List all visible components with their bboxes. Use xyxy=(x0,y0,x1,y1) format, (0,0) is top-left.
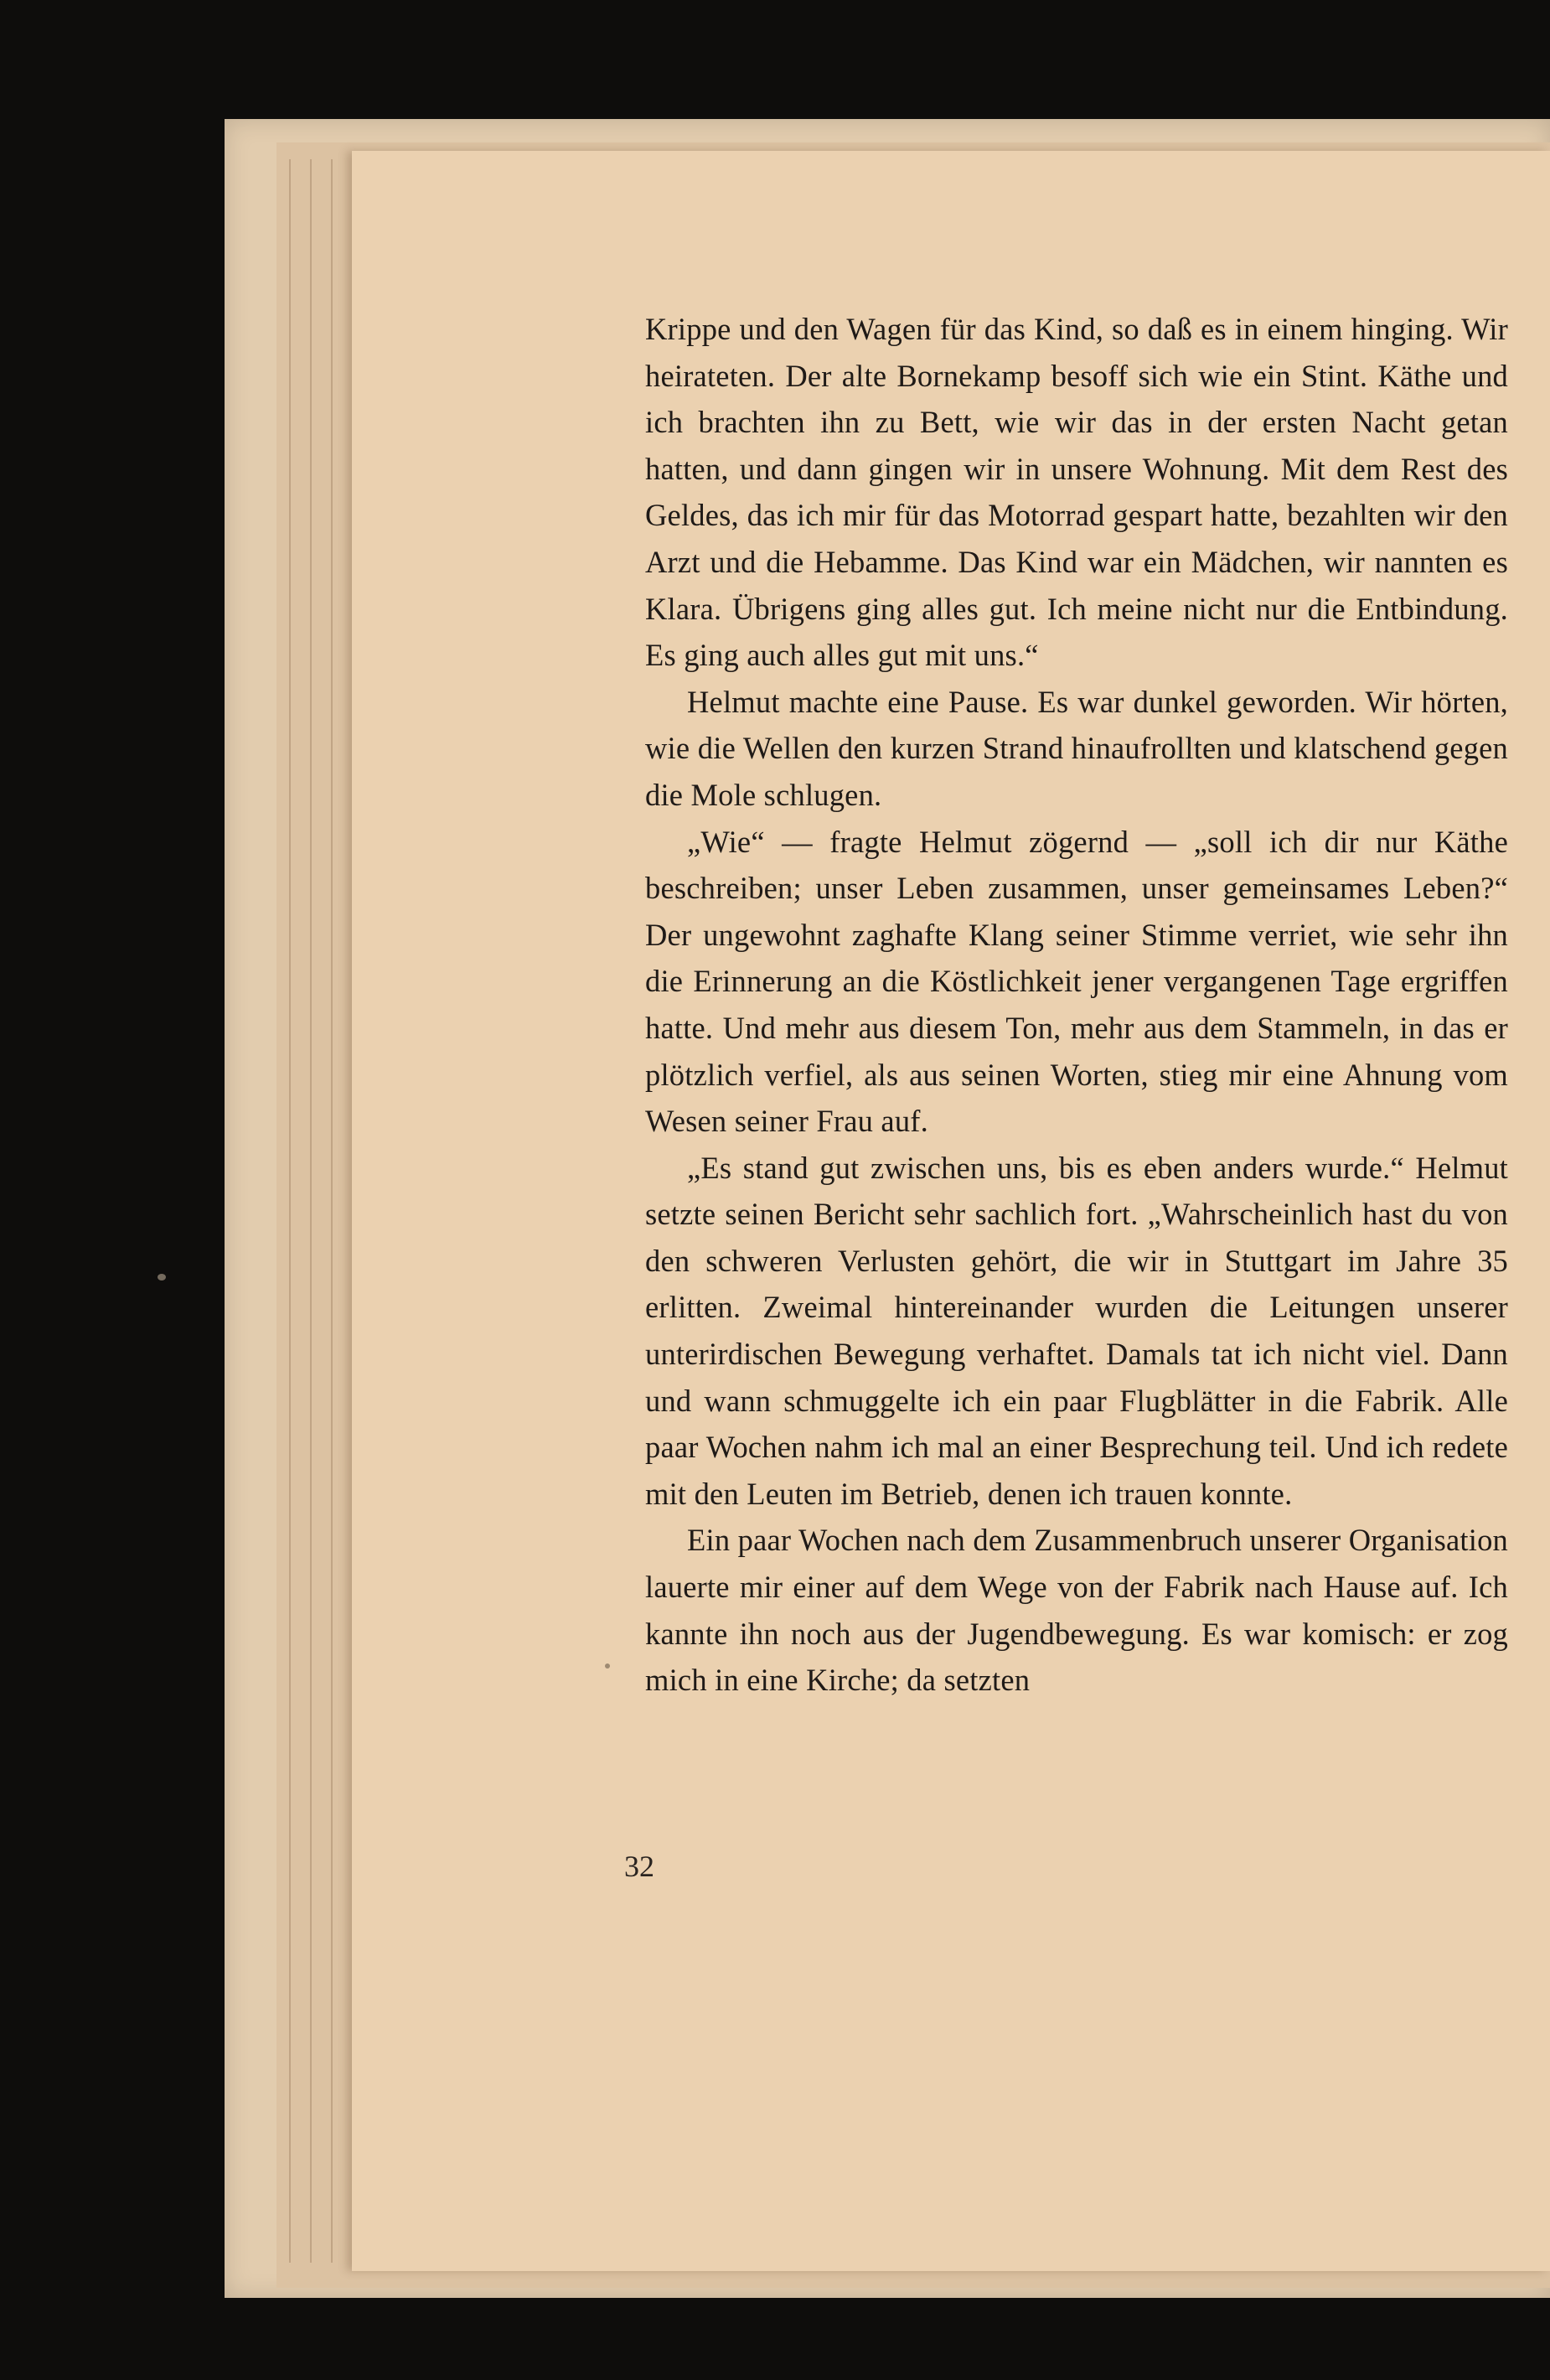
page-number: 32 xyxy=(624,1850,654,1883)
paper-speck xyxy=(605,1663,610,1669)
paragraph-1: Krippe und den Wagen für das Kind, so daß es in einem hinging. Wir heirateten. Der alte Bornekamp besoff sich wie ein Stint. Käthe und ich brachten ihn zu Bett, wie wir das in der ersten Nacht getan hatten, und dann gingen wir in unsere Wohnung. Mit dem Rest des Geldes, das ich mir für das Motorrad gespart hatte, bezahlten wir den Arzt und die Hebamme. Das Kind war ein Mädchen, wir nannten es Klara. Übrigens ging alles gut. Ich meine nicht nur die Entbindung. Es ging auch alles gut mit uns.“ xyxy=(645,312,1508,673)
page-edge-line xyxy=(331,159,333,2263)
dust-speck xyxy=(158,1274,166,1281)
page-edge-line xyxy=(310,159,312,2263)
paragraph-4: „Es stand gut zwischen uns, bis es eben anders wurde.“ Helmut setzte seinen Bericht sehr sachlich fort. „Wahrscheinlich hast du von den schweren Verlusten gehört, die wir in Stuttgart im Jahre 35 erlitten. Zweimal hintereinander wurden die Leitungen unserer unterirdischen Bewegung verhaftet. Damals tat ich nicht viel. Dann und wann schmuggelte ich ein paar Flugblätter in die Fabrik. Alle paar Wochen nahm ich mal an einer Besprechung teil. Und ich redete mit den Leuten im Betrieb, denen ich trauen konnte. xyxy=(645,1150,1508,1511)
page-text xyxy=(645,306,1508,1704)
page-edge-line xyxy=(289,159,291,2263)
paragraph-2: Helmut machte eine Pause. Es war dunkel geworden. Wir hörten, wie die Wellen den kurzen Strand hinaufrollten und klatschend gegen die Mole schlugen. xyxy=(645,684,1508,812)
paragraph-5: Ein paar Wochen nach dem Zusammenbruch unserer Organisation lauerte mir einer auf dem Wege von der Fabrik nach Hause auf. Ich kannte ihn noch aus der Jugendbewegung. Es war komisch: er zog mich in eine Kirche; da setzten xyxy=(645,1523,1508,1698)
paragraph-3: „Wie“ — fragte Helmut zögernd — „soll ich dir nur Käthe beschreiben; unser Leben zusammen, unser gemeinsames Leben?“ Der ungewohnt zaghafte Klang seiner Stimme verriet, wie sehr ihn die Erinnerung an die Köstlichkeit jener vergangenen Tage ergriffen hatte. Und mehr aus diesem Ton, mehr aus dem Stammeln, in das er plötzlich verfiel, als aus seinen Worten, stieg mir eine Ahnung vom Wesen seiner Frau auf. xyxy=(645,824,1508,1139)
